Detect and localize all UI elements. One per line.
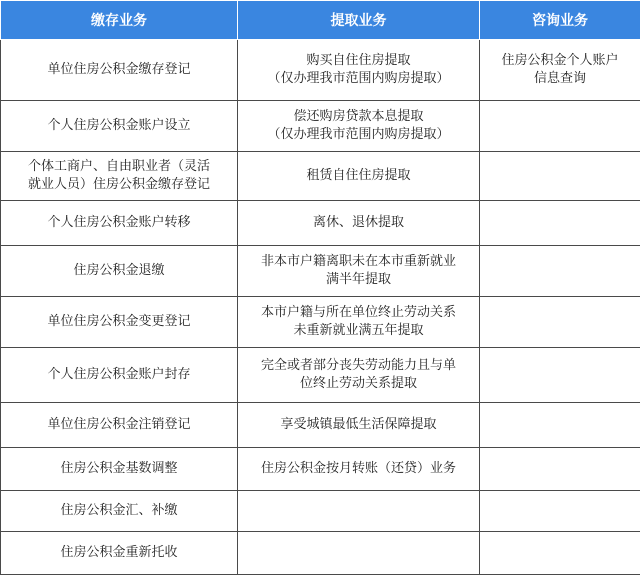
- consultation-cell: [480, 348, 640, 403]
- consultation-cell: [480, 491, 640, 532]
- consultation-cell: [480, 246, 640, 297]
- table-row: [1, 491, 640, 532]
- withdrawal-cell: 享受城镇最低生活保障提取: [238, 403, 480, 448]
- deposit-cell: 个人住房公积金账户转移: [1, 201, 238, 246]
- deposit-cell: 住房公积金基数调整: [1, 448, 238, 491]
- header-deposit: 缴存业务: [1, 1, 238, 40]
- withdrawal-cell: [238, 491, 480, 532]
- table-row: [1, 348, 640, 403]
- consultation-cell: [480, 201, 640, 246]
- consultation-cell: [480, 101, 640, 152]
- table-row: [1, 403, 640, 448]
- deposit-cell: 住房公积金汇、补缴: [1, 491, 238, 532]
- withdrawal-cell: 住房公积金按月转账（还贷）业务: [238, 448, 480, 491]
- withdrawal-cell: 租赁自住住房提取: [238, 152, 480, 201]
- consultation-cell: [480, 403, 640, 448]
- table-row: [1, 448, 640, 491]
- table-row: [1, 246, 640, 297]
- table-row: [1, 40, 640, 101]
- withdrawal-cell: 非本市户籍离职未在本市重新就业 满半年提取: [238, 246, 480, 297]
- deposit-cell: 单位住房公积金变更登记: [1, 297, 238, 348]
- deposit-cell: 住房公积金重新托收: [1, 532, 238, 575]
- deposit-cell: 单位住房公积金注销登记: [1, 403, 238, 448]
- deposit-cell: 个人住房公积金账户设立: [1, 101, 238, 152]
- header-consultation: 咨询业务: [480, 1, 640, 40]
- table-row: [1, 532, 640, 575]
- withdrawal-cell: 本市户籍与所在单位终止劳动关系 未重新就业满五年提取: [238, 297, 480, 348]
- consultation-cell: 住房公积金个人账户 信息查询: [480, 40, 640, 101]
- header-row: [1, 1, 640, 40]
- table-row: [1, 201, 640, 246]
- withdrawal-cell: 离休、退休提取: [238, 201, 480, 246]
- withdrawal-cell: 购买自住住房提取 （仅办理我市范围内购房提取）: [238, 40, 480, 101]
- consultation-cell: [480, 297, 640, 348]
- withdrawal-cell: [238, 532, 480, 575]
- consultation-cell: [480, 448, 640, 491]
- table-row: [1, 297, 640, 348]
- deposit-cell: 个体工商户、自由职业者（灵活 就业人员）住房公积金缴存登记: [1, 152, 238, 201]
- deposit-cell: 住房公积金退缴: [1, 246, 238, 297]
- withdrawal-cell: 完全或者部分丧失劳动能力且与单 位终止劳动关系提取: [238, 348, 480, 403]
- withdrawal-cell: 偿还购房贷款本息提取 （仅办理我市范围内购房提取）: [238, 101, 480, 152]
- header-withdrawal: 提取业务: [238, 1, 480, 40]
- table-row: [1, 101, 640, 152]
- table-row: [1, 152, 640, 201]
- deposit-cell: 个人住房公积金账户封存: [1, 348, 238, 403]
- consultation-cell: [480, 152, 640, 201]
- consultation-cell: [480, 532, 640, 575]
- deposit-cell: 单位住房公积金缴存登记: [1, 40, 238, 101]
